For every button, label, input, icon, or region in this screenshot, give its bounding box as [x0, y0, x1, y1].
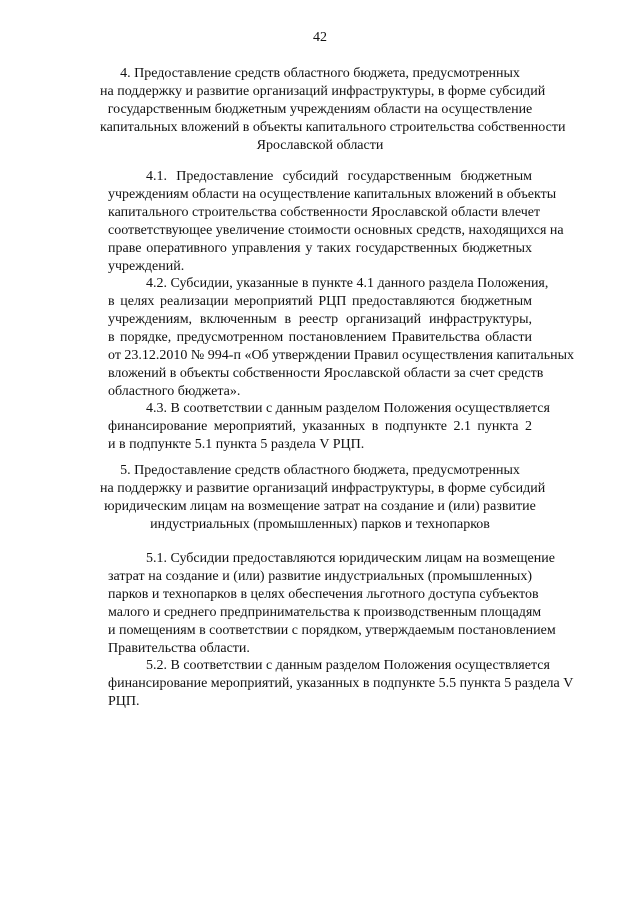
- text-line: 4.1. Предоставление субсидий государственным бюджетным: [146, 169, 532, 184]
- text-line: 4.3. В соответствии с данным разделом Положения осуществляется: [146, 401, 550, 416]
- text-line: малого и среднего предпринимательства к производственным площадям: [108, 605, 542, 620]
- paragraph-5-2: [108, 657, 574, 711]
- text-line: РЦП.: [108, 694, 140, 709]
- text-line: финансирование мероприятий, указанных в подпункте 2.1 пункта 2: [108, 419, 532, 434]
- section-4-heading: [100, 65, 566, 155]
- heading-line: на поддержку и развитие организаций инфраструктуры, в форме субсидий: [100, 481, 546, 496]
- page-number: 42: [313, 30, 327, 45]
- text-line: соответствующее увеличение стоимости основных средств, находящихся на: [108, 223, 564, 238]
- paragraph-4-2: [108, 275, 575, 401]
- text-line: Правительства области.: [108, 641, 250, 656]
- text-line: вложений в объекты собственности Ярославской области за счет средств: [108, 366, 544, 381]
- text-line: учреждениям, включенным в реестр организаций инфраструктуры,: [108, 312, 532, 327]
- text-line: парков и технопарков в целях обеспечения льготного доступа субъектов: [108, 587, 539, 602]
- text-line: в порядке, предусмотренном постановлением Правительства области: [108, 330, 532, 345]
- text-line: праве оперативного управления у таких государственных бюджетных: [108, 241, 532, 256]
- text-line: и в подпункте 5.1 пункта 5 раздела V РЦП.: [108, 437, 365, 452]
- text-line: областного бюджета».: [108, 384, 241, 399]
- paragraph-4-3: [108, 400, 550, 454]
- text-line: и помещениям в соответствии с порядком, утверждаемым постановлением: [108, 623, 556, 638]
- text-line: затрат на создание и (или) развитие индустриальных (промышленных): [108, 569, 532, 584]
- text-line: 4.2. Субсидии, указанные в пункте 4.1 данного раздела Положения,: [146, 276, 549, 291]
- heading-line: юридическим лицам на возмещение затрат на создание и (или) развитие: [104, 499, 536, 514]
- text-line: учреждениям области на осуществление капитальных вложений в объекты: [108, 187, 557, 202]
- heading-line: капитальных вложений в объекты капитального строительства собственности: [100, 120, 566, 135]
- paragraph-4-1: [108, 168, 564, 276]
- heading-line: государственным бюджетным учреждениям области на осуществление: [107, 102, 533, 117]
- text-line: 5.1. Субсидии предоставляются юридическим лицам на возмещение: [146, 551, 555, 566]
- heading-line: 4. Предоставление средств областного бюджета, предусмотренных: [120, 66, 520, 81]
- heading-line: 5. Предоставление средств областного бюджета, предусмотренных: [120, 463, 520, 478]
- text-line: в целях реализации мероприятий РЦП предоставляются бюджетным: [108, 294, 532, 309]
- text-line: от 23.12.2010 № 994-п «Об утверждении Правил осуществления капитальных: [108, 348, 575, 363]
- heading-line: Ярославской области: [256, 138, 384, 153]
- paragraph-5-1: [108, 550, 556, 658]
- section-5-heading: [100, 462, 546, 534]
- heading-line: индустриальных (промышленных) парков и технопарков: [150, 517, 490, 532]
- text-line: учреждений.: [108, 259, 185, 274]
- text-line: финансирование мероприятий, указанных в подпункте 5.5 пункта 5 раздела V: [108, 676, 574, 691]
- text-line: 5.2. В соответствии с данным разделом Положения осуществляется: [146, 658, 550, 673]
- text-line: капитального строительства собственности Ярославской области влечет: [108, 205, 541, 220]
- heading-line: на поддержку и развитие организаций инфраструктуры, в форме субсидий: [100, 84, 546, 99]
